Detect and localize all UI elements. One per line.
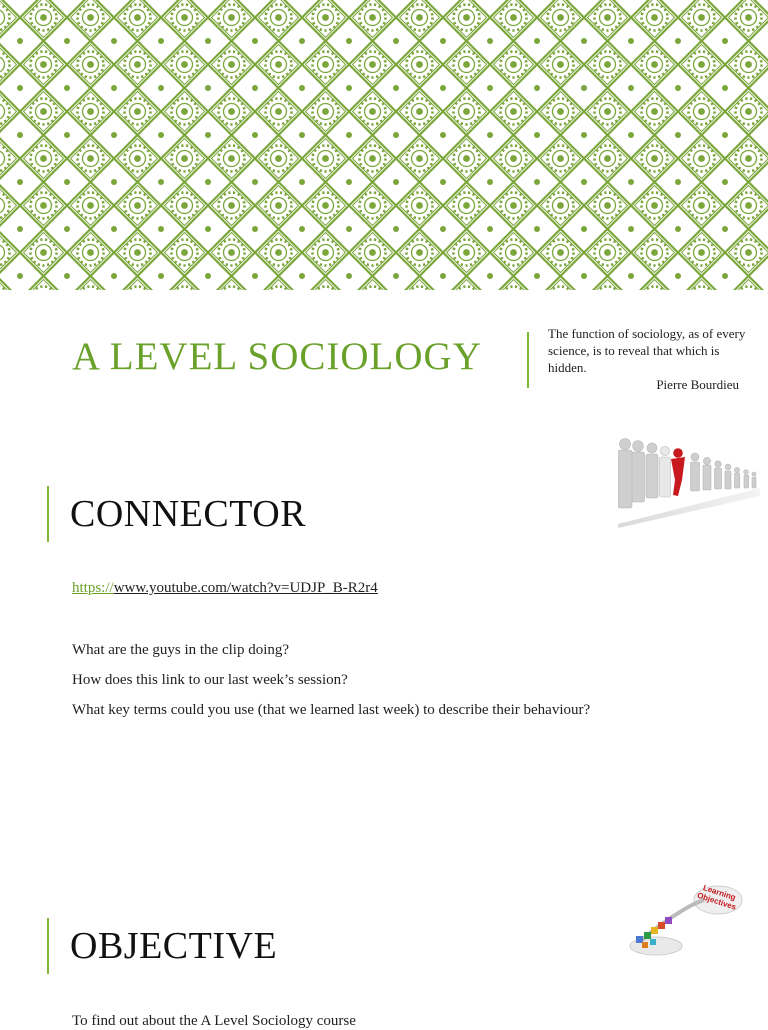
section-accent-bar <box>47 918 49 974</box>
question-item: What are the guys in the clip doing? <box>72 642 290 658</box>
learning-objectives-image <box>620 878 748 970</box>
question-item: What key terms could you use (that we learned last week) to describe their behaviour? <box>72 702 591 718</box>
quote-block <box>548 325 753 393</box>
video-link-scheme[interactable]: https:// <box>72 580 114 596</box>
accent-divider <box>527 332 529 388</box>
objective-heading: OBJECTIVE <box>70 925 278 967</box>
decorative-pattern-banner <box>0 0 768 290</box>
quote-author: Pierre Bourdieu <box>656 377 739 392</box>
learning-objectives-badge: Learning Objectives <box>695 883 738 912</box>
video-link-url[interactable]: www.youtube.com/watch?v=UDJP_B-R2r4 <box>113 580 378 596</box>
slide-title: A LEVEL SOCIOLOGY <box>72 335 482 378</box>
question-item: How does this link to our last week’s session? <box>72 672 348 688</box>
section-accent-bar <box>47 486 49 542</box>
connector-heading: CONNECTOR <box>70 493 307 535</box>
objective-text: To find out about the A Level Sociology course <box>72 1013 356 1029</box>
video-link[interactable] <box>72 580 378 597</box>
conformity-figures-image <box>618 436 760 528</box>
quote-text: The function of sociology, as of every science, is to reveal that which is hidden. <box>548 326 746 375</box>
